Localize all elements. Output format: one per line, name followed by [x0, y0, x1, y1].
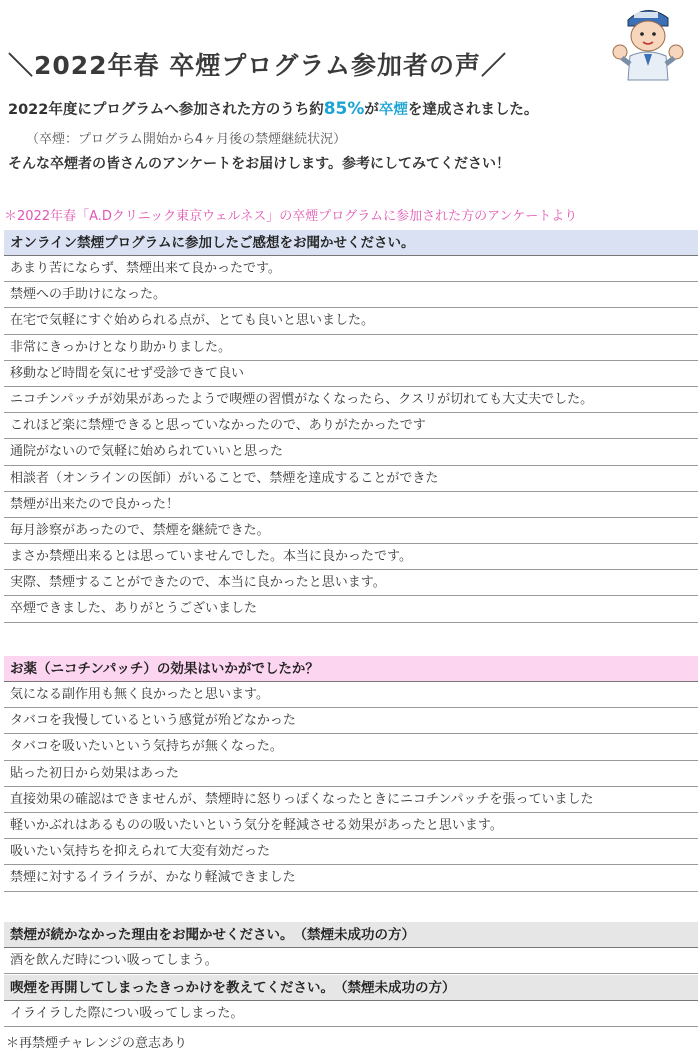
section-question-header: オンライン禁煙プログラムに参加したご感想をお聞かせください。 [4, 230, 698, 256]
survey-section [4, 656, 698, 892]
answer-row: あまり苦にならず、禁煙出来て良かったです。 [4, 256, 698, 282]
intro-lead: そんな卒煙者の皆さんのアンケートをお届けします。参考にしてみてください！ [8, 156, 511, 172]
intro-definition: （卒煙：プログラム開始から4ヶ月後の禁煙継続状況） [26, 132, 347, 147]
answer-row: 非常にきっかけとなり助かりました。 [4, 335, 698, 361]
answer-row: 卒煙できました、ありがとうございました [4, 596, 698, 622]
answer-row: 禁煙に対するイライラが、かなり軽減できました [4, 865, 698, 891]
answer-row: 通院がないので気軽に始められていいと思った [4, 439, 698, 465]
success-percentage: 85% [323, 99, 365, 119]
answer-row: 毎月診察があったので、禁煙を継続できた。 [4, 518, 698, 544]
highlight-word: 卒煙 [378, 102, 408, 118]
section-question-header: お薬（ニコチンパッチ）の効果はいかがでしたか？ [4, 656, 698, 682]
answer-row: ニコチンパッチが効果があったようで喫煙の習慣がなくなったら、クスリが切れても大丈夫でした。 [4, 387, 698, 413]
intro-text: を達成されました。 [407, 102, 539, 118]
page-title: ＼2022年春 卒煙プログラム参加者の声／ [8, 51, 508, 80]
answer-row: まさか禁煙出来るとは思っていませんでした。本当に良かったです。 [4, 544, 698, 570]
footnote: ＊再禁煙チャレンジの意志あり [6, 1036, 187, 1051]
survey-section [4, 922, 698, 974]
answer-row: 貼った初日から効果はあった [4, 761, 698, 787]
answer-row: 禁煙への手助けになった。 [4, 282, 698, 308]
answer-row: 在宅で気軽にすぐ始められる点が、とても良いと思いました。 [4, 308, 698, 334]
answer-row: 気になる副作用も無く良かったと思います。 [4, 682, 698, 708]
survey-section [4, 230, 698, 623]
answer-row: 直接効果の確認はできませんが、禁煙時に怒りっぽくなったときにニコチンパッチを張っていました [4, 787, 698, 813]
answer-row: イライラした際につい吸ってしまった。 [4, 1001, 698, 1027]
source-note: ＊2022年春「A.Dクリニック東京ウェルネス」の卒煙プログラムに参加された方のアンケートより [4, 209, 578, 224]
doctor-mascot-illustration [610, 0, 685, 82]
answer-row: 吸いたい気持ちを抑えられて大変有効だった [4, 839, 698, 865]
answer-row: タバコを我慢しているという感覚が殆どなかった [4, 708, 698, 734]
answer-row: 実際、禁煙することができたので、本当に良かったと思います。 [4, 570, 698, 596]
section-question-header: 喫煙を再開してしまったきっかけを教えてください。 （禁煙未成功の方） [4, 975, 698, 1001]
answer-row: 酒を飲んだ時につい吸ってしまう。 [4, 948, 698, 974]
answer-row: 相談者（オンラインの医師）がいることで、禁煙を達成することができた [4, 466, 698, 492]
answer-row: 移動など時間を気にせず受診できて良い [4, 361, 698, 387]
answer-row: タバコを吸いたいという気持ちが無くなった。 [4, 734, 698, 760]
survey-section [4, 975, 698, 1027]
intro-text: 2022年度にプログラムへ参加された方のうち約 [8, 102, 324, 118]
answer-row: これほど楽に禁煙できると思っていなかったので、ありがたかったです [4, 413, 698, 439]
section-question-header: 禁煙が続かなかった理由をお聞かせください。 （禁煙未成功の方） [4, 922, 698, 948]
answer-row: 禁煙が出来たので良かった！ [4, 492, 698, 518]
intro-success-rate [8, 98, 538, 119]
intro-text: が [364, 102, 379, 118]
answer-row: 軽いかぶれはあるものの吸いたいという気分を軽減させる効果があったと思います。 [4, 813, 698, 839]
